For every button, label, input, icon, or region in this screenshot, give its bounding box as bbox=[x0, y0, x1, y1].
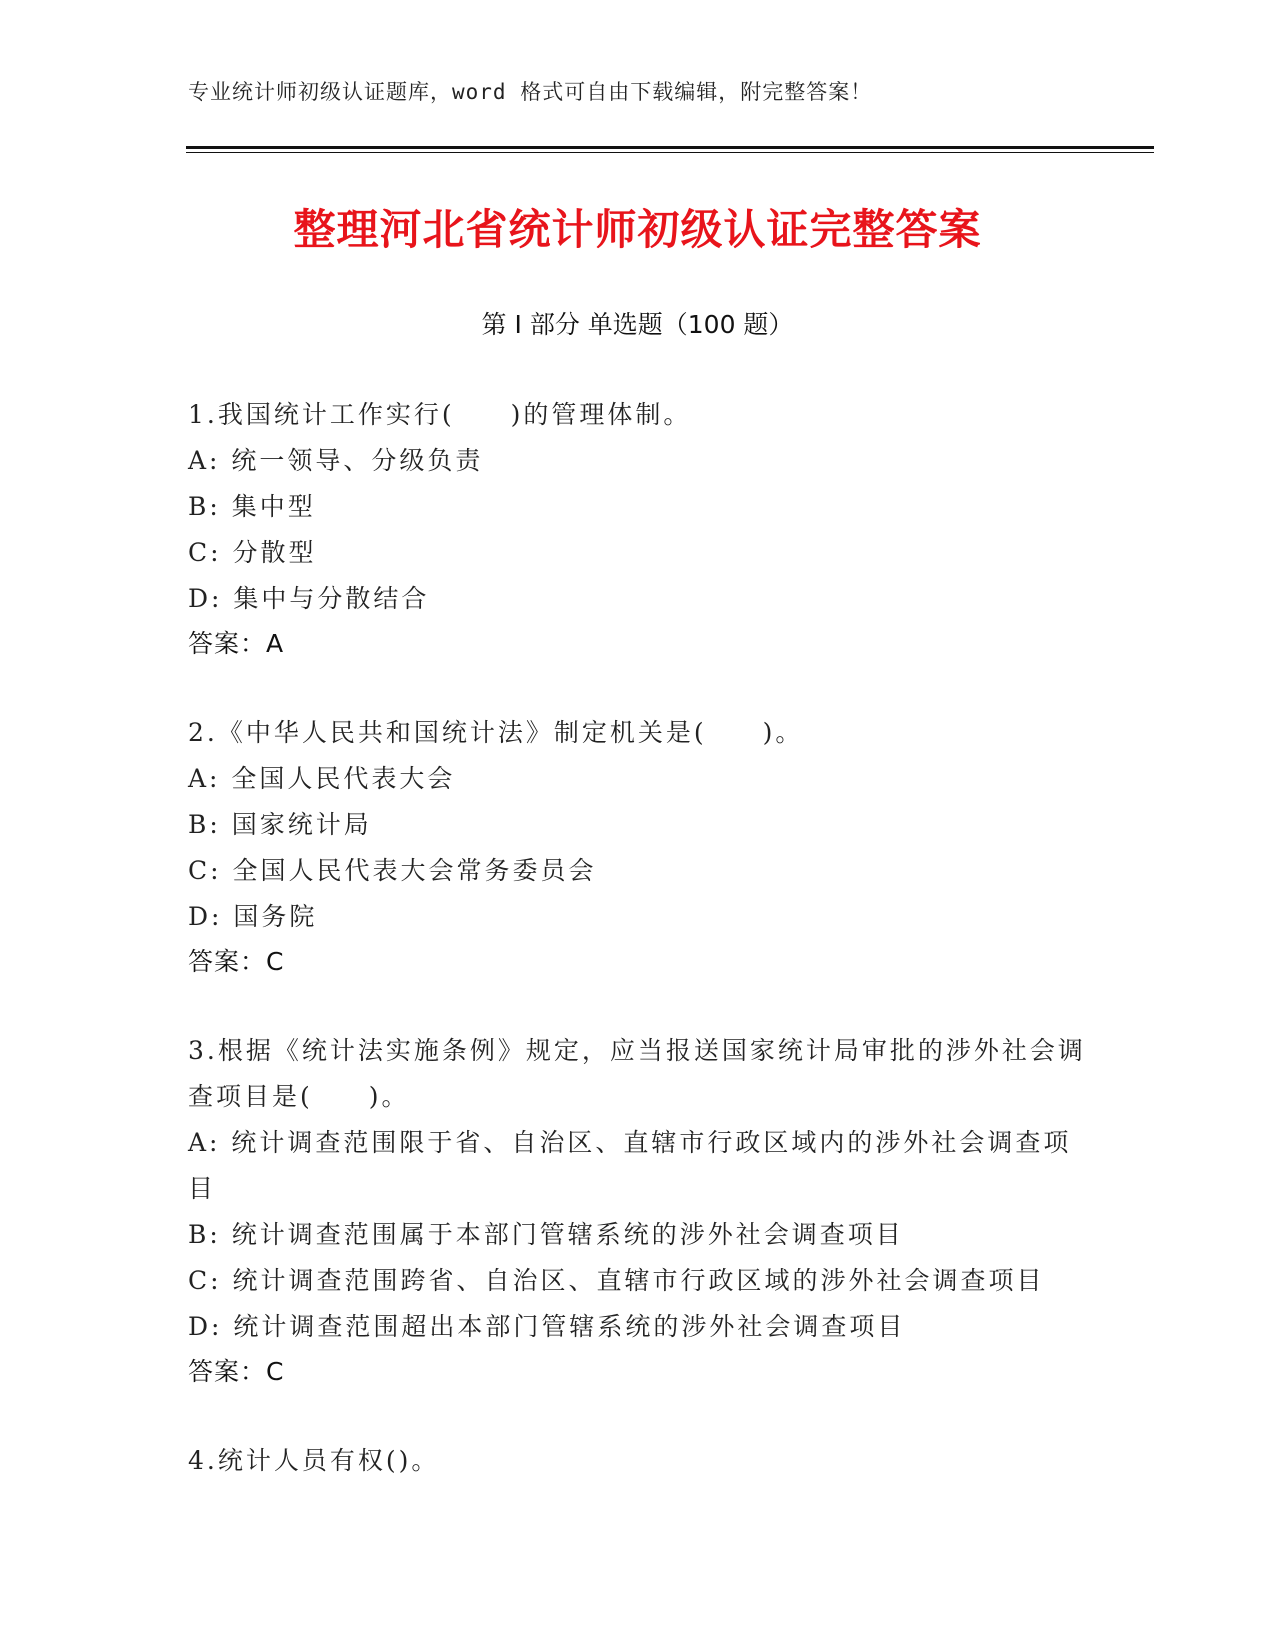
question-list bbox=[188, 392, 1088, 1528]
option-c: C: 分散型 bbox=[188, 538, 317, 567]
answer-label: 答案： bbox=[188, 629, 267, 658]
option-b: B: 统计调查范围属于本部门管辖系统的涉外社会调查项目 bbox=[188, 1220, 904, 1249]
answer-label: 答案： bbox=[188, 947, 267, 976]
question-1 bbox=[188, 392, 1088, 666]
question-3 bbox=[188, 1028, 1088, 1394]
answer-value: C bbox=[266, 1357, 284, 1386]
header-note: 专业统计师初级认证题库，word 格式可自由下载编辑，附完整答案！ bbox=[188, 80, 873, 104]
answer-value: C bbox=[266, 947, 284, 976]
question-stem: 3.根据《统计法实施条例》规定，应当报送国家统计局审批的涉外社会调查项目是( )。 bbox=[188, 1036, 1086, 1111]
answer-label: 答案： bbox=[188, 1357, 267, 1386]
option-b: B: 国家统计局 bbox=[188, 810, 372, 839]
option-d: D: 统计调查范围超出本部门管辖系统的涉外社会调查项目 bbox=[188, 1312, 906, 1341]
option-a: A: 统计调查范围限于省、自治区、直辖市行政区域内的涉外社会调查项目 bbox=[188, 1128, 1072, 1203]
question-stem: 1.我国统计工作实行( )的管理体制。 bbox=[188, 400, 692, 429]
section-title: 第 I 部分 单选题（100 题） bbox=[481, 310, 794, 339]
question-stem: 2.《中华人民共和国统计法》制定机关是( )。 bbox=[188, 718, 804, 747]
header-rule-thin bbox=[186, 152, 1154, 153]
answer-value: A bbox=[266, 629, 284, 658]
option-d: D: 集中与分散结合 bbox=[188, 584, 430, 613]
answer-line bbox=[188, 622, 1088, 666]
header-rule-thick bbox=[186, 146, 1154, 149]
document-title: 整理河北省统计师初级认证完整答案 bbox=[293, 205, 982, 254]
answer-line bbox=[188, 940, 1088, 984]
answer-line bbox=[188, 1350, 1088, 1394]
option-c: C: 统计调查范围跨省、自治区、直辖市行政区域的涉外社会调查项目 bbox=[188, 1266, 1045, 1295]
question-stem: 4.统计人员有权()。 bbox=[188, 1446, 440, 1475]
option-a: A: 统一领导、分级负责 bbox=[188, 446, 484, 475]
question-4 bbox=[188, 1438, 1088, 1484]
option-b: B: 集中型 bbox=[188, 492, 316, 521]
question-2 bbox=[188, 710, 1088, 984]
option-a: A: 全国人民代表大会 bbox=[188, 764, 456, 793]
option-d: D: 国务院 bbox=[188, 902, 318, 931]
option-c: C: 全国人民代表大会常务委员会 bbox=[188, 856, 597, 885]
